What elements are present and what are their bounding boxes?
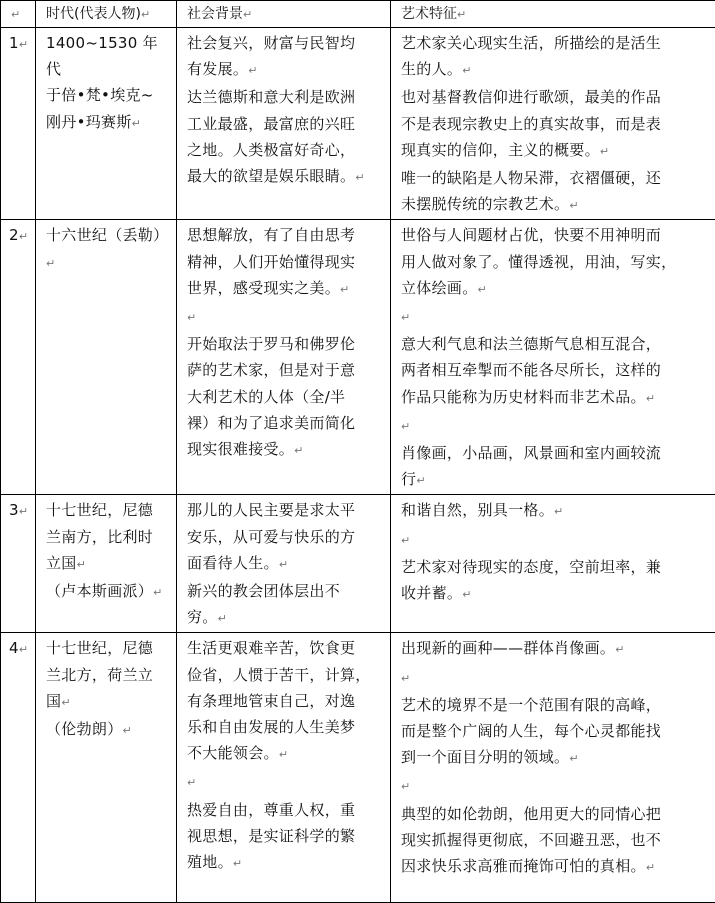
paragraph-mark: ↵ xyxy=(233,857,242,870)
paragraph-text: 热爱自由，尊重人权，重 视思想，是实证科学的繁 殖地。 xyxy=(187,801,355,871)
society-cell xyxy=(177,495,391,633)
row-number-cell xyxy=(1,495,36,633)
paragraph xyxy=(187,578,382,632)
paragraph xyxy=(187,222,382,303)
paragraph xyxy=(401,635,707,663)
paragraph-mark: ↵ xyxy=(19,38,28,51)
paragraph xyxy=(187,797,382,878)
paragraph-mark: ↵ xyxy=(457,8,466,21)
paragraph-mark: ↵ xyxy=(153,586,162,599)
paragraph-text: 1400~1530 年代 于倍•梵•埃克~ 刚丹•玛赛斯 xyxy=(46,34,158,131)
paragraph-text: 艺术家关心现实生活，所描绘的是活生 生的人。 xyxy=(401,34,661,78)
paragraph-text: 十六世纪（丢勒） xyxy=(46,226,168,244)
row-number: 4 xyxy=(9,639,19,657)
paragraph-mark: ↵ xyxy=(646,861,655,874)
paragraph-mark: ↵ xyxy=(401,420,410,433)
paragraph-mark: ↵ xyxy=(294,444,303,457)
table-row xyxy=(1,28,715,220)
society-cell xyxy=(177,633,391,903)
paragraph-text: （卢本斯画派） xyxy=(46,582,153,600)
header-era xyxy=(36,1,177,28)
paragraph xyxy=(401,554,707,608)
paragraph-mark: ↵ xyxy=(462,64,471,77)
paragraph xyxy=(46,497,168,578)
row-number: 3 xyxy=(9,501,19,519)
era-cell xyxy=(36,633,177,903)
paragraph-mark: ↵ xyxy=(77,558,86,571)
paragraph-mark: ↵ xyxy=(19,505,28,518)
paragraph xyxy=(46,222,168,276)
paragraph-text: 也对基督教信仰进行歌颂，最美的作品 不是表现宗教史上的真实故事，而是表 现真实的信仰，主义的概要。 xyxy=(401,88,661,158)
paragraph xyxy=(401,331,707,412)
paragraph xyxy=(401,222,707,303)
paragraph-text: 十七世纪，尼德 兰北方，荷兰立 国 xyxy=(46,639,153,709)
paragraph xyxy=(187,84,382,191)
table-row xyxy=(1,495,715,633)
header-row xyxy=(1,1,715,28)
paragraph-text: 唯一的缺陷是人物呆滞，衣褶僵硬，还 未摆脱传统的宗教艺术。 xyxy=(401,169,661,213)
paragraph-text: 新兴的教会团体层出不 穷。 xyxy=(187,582,340,626)
paragraph-mark: ↵ xyxy=(355,171,364,184)
row-number-cell xyxy=(1,633,36,903)
paragraph xyxy=(46,30,168,137)
paragraph-mark: ↵ xyxy=(279,558,288,571)
paragraph-mark: ↵ xyxy=(340,283,349,296)
paragraph xyxy=(187,768,382,796)
paragraph xyxy=(401,303,707,331)
paragraph xyxy=(187,331,382,464)
header-art xyxy=(391,1,715,28)
paragraph-mark: ↵ xyxy=(132,117,141,130)
paragraph-text: 出现新的画种——群体肖像画。 xyxy=(401,639,615,657)
paragraph-mark: ↵ xyxy=(19,230,28,243)
paragraph xyxy=(401,440,707,494)
table-row xyxy=(1,220,715,495)
paragraph-mark: ↵ xyxy=(141,8,150,21)
paragraph-mark: ↵ xyxy=(401,672,410,685)
paragraph-mark: ↵ xyxy=(462,588,471,601)
society-cell xyxy=(177,28,391,220)
paragraph-text: 艺术的境界不是一个范围有限的高峰， 而是整个广阔的人生，每个心灵都能找 到一个面目分明的领域。 xyxy=(401,696,661,766)
paragraph xyxy=(187,497,382,578)
era-cell xyxy=(36,495,177,633)
paragraph xyxy=(401,664,707,692)
paragraph-text: 艺术家对待现实的态度，空前坦率，兼 收并蓄。 xyxy=(401,558,661,602)
paragraph-mark: ↵ xyxy=(569,199,578,212)
paragraph-mark: ↵ xyxy=(401,311,410,324)
paragraph-mark: ↵ xyxy=(187,311,196,324)
header-society-label: 社会背景 xyxy=(187,6,243,22)
paragraph-mark: ↵ xyxy=(187,776,196,789)
paragraph-mark: ↵ xyxy=(61,696,70,709)
paragraph-mark: ↵ xyxy=(615,643,624,656)
paragraph-text: 达兰德斯和意大利是欧洲 工业最盛，最富庶的兴旺 之地。人类极富好奇心， 最大的欲望是娱乐眼睛。 xyxy=(187,88,355,185)
paragraph-text: 十七世纪，尼德 兰南方，比利时 立国 xyxy=(46,501,153,571)
paragraph xyxy=(46,635,168,716)
paragraph-mark: ↵ xyxy=(554,505,563,518)
paragraph xyxy=(401,692,707,773)
paragraph-mark: ↵ xyxy=(416,474,425,487)
art-cell xyxy=(391,220,715,495)
era-cell xyxy=(36,220,177,495)
paragraph xyxy=(46,578,168,606)
paragraph xyxy=(401,526,707,554)
era-cell xyxy=(36,28,177,220)
header-era-label: 时代(代表人物) xyxy=(46,6,141,22)
header-society xyxy=(177,1,391,28)
paragraph-text: 典型的如伦勃朗，他用更大的同情心把 现实抓握得更彻底，不回避丑恶，也不 因求快乐求高雅而掩饰可怕的真相。 xyxy=(401,805,661,875)
paragraph-text: 和谐自然，别具一格。 xyxy=(401,501,554,519)
paragraph-text: 生活更艰难辛苦，饮食更 俭省，人惯于苦干，计算， 有条理地管束自己，对逸 乐和自由发展的人生美梦 不大能领会。 xyxy=(187,639,371,762)
paragraph-mark: ↵ xyxy=(11,8,20,21)
paragraph-mark: ↵ xyxy=(600,145,609,158)
paragraph xyxy=(46,716,168,744)
paragraph-mark: ↵ xyxy=(218,612,227,625)
paragraph xyxy=(401,84,707,165)
paragraph-mark: ↵ xyxy=(646,392,655,405)
paragraph-mark: ↵ xyxy=(279,748,288,761)
paragraph-text: 肖像画，小品画，风景画和室内画较流 行 xyxy=(401,444,661,488)
paragraph-mark: ↵ xyxy=(401,534,410,547)
row-number-cell xyxy=(1,220,36,495)
paragraph xyxy=(187,635,382,768)
paragraph-mark: ↵ xyxy=(478,283,487,296)
paragraph-text: 那儿的人民主要是求太平 安乐，从可爱与快乐的方 面看待人生。 xyxy=(187,501,355,571)
paragraph-mark: ↵ xyxy=(569,752,578,765)
paragraph xyxy=(187,303,382,331)
table-row xyxy=(1,633,715,903)
paragraph-mark: ↵ xyxy=(401,780,410,793)
paragraph-mark: ↵ xyxy=(248,64,257,77)
paragraph xyxy=(187,30,382,84)
header-art-label: 艺术特征 xyxy=(401,6,457,22)
paragraph-text: （伦勃朗） xyxy=(46,720,123,738)
paragraph-text: 开始取法于罗马和佛罗伦 萨的艺术家，但是对于意 大利艺术的人体（全/半 裸）和为了追求美而简化 现实很难接受。 xyxy=(187,335,355,458)
row-number: 1 xyxy=(9,34,19,52)
paragraph xyxy=(401,412,707,440)
paragraph-mark: ↵ xyxy=(19,643,28,656)
paragraph-text: 意大利气息和法兰德斯气息相互混合， 两者相互牵掣而不能各尽所长，这样的 作品只能称为历史材料而非艺术品。 xyxy=(401,335,661,405)
paragraph-text: 思想解放，有了自由思考 精神，人们开始懂得现实 世界，感受现实之美。 xyxy=(187,226,355,296)
paragraph-mark: ↵ xyxy=(243,8,252,21)
society-cell xyxy=(177,220,391,495)
paragraph-text: 社会复兴，财富与民智均 有发展。 xyxy=(187,34,355,78)
art-cell xyxy=(391,495,715,633)
art-cell xyxy=(391,28,715,220)
paragraph xyxy=(401,497,707,525)
paragraph-mark: ↵ xyxy=(123,724,132,737)
paragraph xyxy=(401,165,707,219)
paragraph xyxy=(401,30,707,84)
art-cell xyxy=(391,633,715,903)
header-index xyxy=(1,1,36,28)
paragraph xyxy=(401,772,707,800)
paragraph-mark: ↵ xyxy=(46,257,55,270)
row-number-cell xyxy=(1,28,36,220)
row-number: 2 xyxy=(9,226,19,244)
paragraph-text: 世俗与人间题材占优，快要不用神明而 用人做对象了。懂得透视，用油，写实， 立体绘画。 xyxy=(401,226,676,296)
